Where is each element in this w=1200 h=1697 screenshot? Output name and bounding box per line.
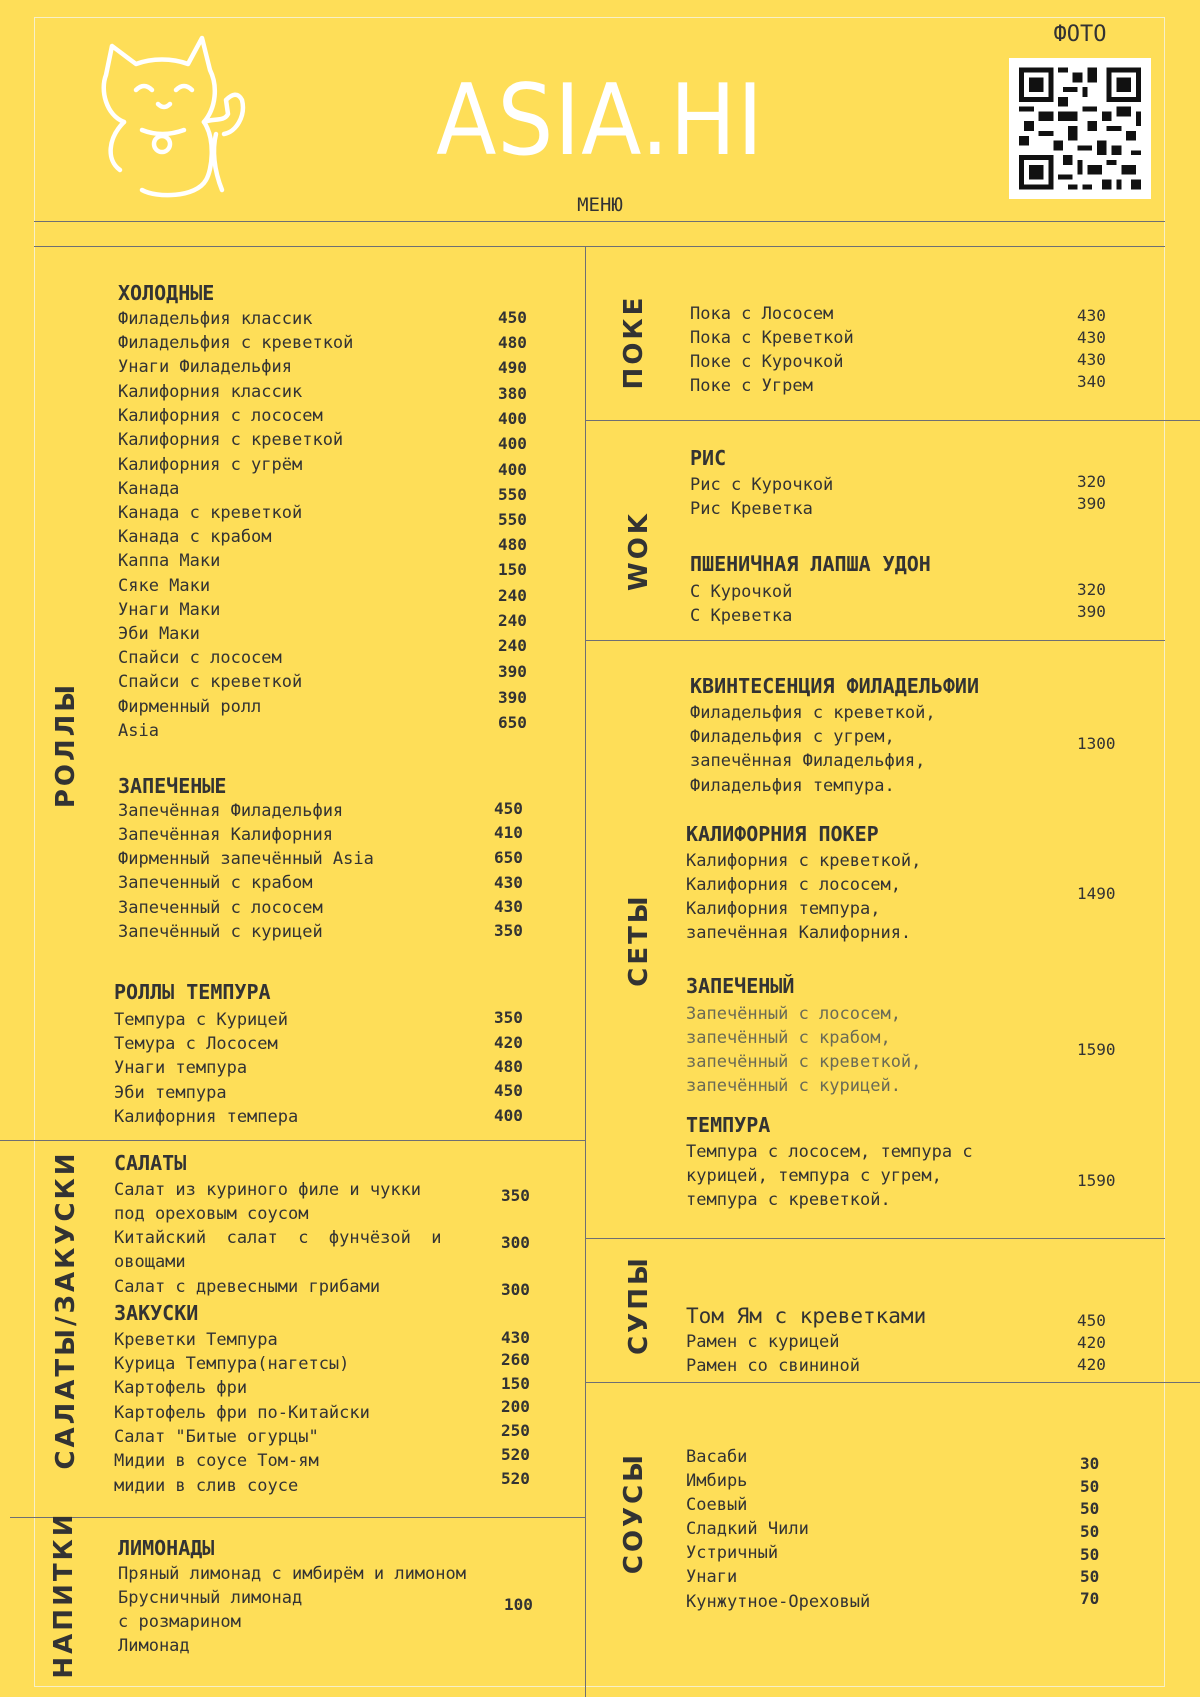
list-item: под ореховым соусом: [114, 1204, 309, 1224]
category-soups: СУПЫ: [624, 1255, 654, 1355]
list-item: Запеченный с крабом: [118, 873, 313, 893]
section-heading-rice: РИС: [690, 446, 727, 470]
list-item: Сладкий Чили: [686, 1519, 809, 1539]
set-title: КАЛИФОРНИЯ ПОКЕР: [686, 822, 879, 846]
item-price: 150: [498, 560, 527, 579]
list-item: Унаги Филадельфия: [118, 357, 292, 377]
set-line: Запечённый с лососем,: [686, 1004, 901, 1024]
section-heading-lemonades: ЛИМОНАДЫ: [118, 1536, 215, 1560]
category-sets: СЕТЫ: [624, 893, 654, 987]
item-price: 650: [494, 848, 523, 867]
list-item: Салат из куриного филе и чукки: [114, 1180, 422, 1200]
set-line: Калифорния темпура,: [686, 899, 881, 919]
header-divider: [34, 221, 1165, 222]
list-item: овощами: [114, 1252, 186, 1272]
item-price: 50: [1080, 1567, 1100, 1586]
item-price: 480: [498, 535, 527, 554]
item-price: 240: [498, 636, 527, 655]
list-item: Салат "Битые огурцы": [114, 1427, 319, 1447]
section-divider: [0, 1140, 586, 1141]
list-item: Сяке Маки: [118, 576, 211, 596]
item-price: 390: [498, 662, 527, 681]
list-item: Спайси с лососем: [118, 648, 282, 668]
list-item: Рамен со свининой: [686, 1356, 860, 1376]
set-line: Филадельфия с угрем,: [690, 727, 895, 747]
item-price: 430: [1077, 328, 1106, 347]
list-item: Унаги темпура: [114, 1058, 248, 1078]
brand-title: ASIA.HI: [436, 64, 764, 178]
section-heading-baked: ЗАПЕЧЕНЫЕ: [118, 774, 227, 798]
item-price: 340: [1077, 372, 1106, 391]
list-item: Филадельфия с креветкой: [118, 333, 354, 353]
photo-label: ФОТО: [1053, 22, 1107, 47]
item-price: 430: [501, 1328, 530, 1347]
category-wok: WOK: [624, 511, 654, 591]
set-title: ЗАПЕЧЕНЫЙ: [686, 974, 795, 998]
section-heading-udon: ПШЕНИЧНАЯ ЛАПША УДОН: [690, 552, 931, 576]
maneki-neko-cat-icon: [96, 30, 256, 205]
list-item: Каппа Маки: [118, 551, 221, 571]
item-price: 250: [501, 1421, 530, 1440]
set-title: КВИНТЕСЕНЦИЯ ФИЛАДЕЛЬФИИ: [690, 674, 979, 698]
section-heading-tempura-rolls: РОЛЛЫ ТЕМПУРА: [114, 980, 271, 1004]
list-item: Запечённая Калифорния: [118, 825, 333, 845]
set-line: Филадельфия темпура.: [690, 776, 895, 796]
item-price: 320: [1077, 472, 1106, 491]
item-price: 450: [494, 1081, 523, 1100]
list-item: Спайси с креветкой: [118, 672, 303, 692]
item-price: 30: [1080, 1454, 1100, 1473]
item-price: 390: [1077, 494, 1106, 513]
category-rolls: РОЛЛЫ: [51, 681, 81, 809]
set-line: темпура с креветкой.: [686, 1190, 891, 1210]
list-item: Васаби: [686, 1447, 748, 1467]
item-price: 480: [494, 1057, 523, 1076]
set-line: запечённый с креветкой,: [686, 1052, 922, 1072]
list-item: Имбирь: [686, 1471, 748, 1491]
set-price: 1590: [1077, 1171, 1116, 1190]
list-item: Креветки Темпура: [114, 1330, 278, 1350]
item-price: 520: [501, 1445, 530, 1464]
list-item: С Курочкой: [690, 582, 793, 602]
set-line: Калифорния с лососем,: [686, 875, 901, 895]
item-price: 240: [498, 586, 527, 605]
list-item: Пока с Креветкой: [690, 328, 854, 348]
item-price: 420: [494, 1033, 523, 1052]
item-price: 520: [501, 1469, 530, 1488]
item-price: 450: [494, 799, 523, 818]
item-price: 490: [498, 358, 527, 377]
item-price: 400: [494, 1106, 523, 1125]
section-heading-snacks: ЗАКУСКИ: [114, 1301, 199, 1325]
set-price: 1590: [1077, 1040, 1116, 1059]
section-divider: [586, 640, 1165, 641]
item-price: 50: [1080, 1522, 1100, 1541]
section-divider: [586, 1238, 1165, 1239]
set-line: Филадельфия с креветкой,: [690, 703, 936, 723]
item-price: 550: [498, 510, 527, 529]
category-sauces: СОУСЫ: [619, 1451, 649, 1575]
list-item: Брусничный лимонад: [118, 1588, 303, 1608]
item-price: 390: [1077, 602, 1106, 621]
list-item: Калифорния с лососем: [118, 406, 323, 426]
item-price: 70: [1080, 1589, 1100, 1608]
item-price: 300: [501, 1233, 530, 1252]
list-item: Эби темпура: [114, 1083, 227, 1103]
list-item: С Креветка: [690, 606, 793, 626]
list-item: Калифорния с угрём: [118, 455, 303, 475]
item-price: 550: [498, 485, 527, 504]
set-line: курицей, темпура с угрем,: [686, 1166, 942, 1186]
item-price: 200: [501, 1397, 530, 1416]
list-item: Картофель фри: [114, 1378, 248, 1398]
item-price: 650: [498, 713, 527, 732]
list-item: Филадельфия классик: [118, 309, 313, 329]
list-item: Кунжутное-Ореховый: [686, 1592, 871, 1612]
item-price: 480: [498, 333, 527, 352]
section-divider: [34, 246, 1165, 247]
list-item: Устричный: [686, 1543, 779, 1563]
list-item: Курица Темпура(нагетсы): [114, 1354, 350, 1374]
section-divider: [10, 1517, 586, 1518]
list-item: Калифорния классик: [118, 382, 303, 402]
list-item: Рис Креветка: [690, 499, 813, 519]
list-item: Картофель фри по-Китайски: [114, 1403, 370, 1423]
item-price: 350: [494, 921, 523, 940]
item-price: 420: [1077, 1333, 1106, 1352]
list-item: Фирменный ролл: [118, 697, 262, 717]
list-item: Китайский салат с фунчёзой и: [114, 1228, 442, 1248]
list-item: Салат с древесными грибами: [114, 1277, 381, 1297]
list-item: Пряный лимонад с имбирём и лимоном: [118, 1564, 466, 1584]
set-title: ТЕМПУРА: [686, 1113, 771, 1137]
section-heading-salads: САЛАТЫ: [114, 1151, 187, 1175]
item-price: 390: [498, 688, 527, 707]
set-price: 1300: [1077, 734, 1116, 753]
list-item: Канада: [118, 479, 180, 499]
list-item: Пока с Лососем: [690, 304, 834, 324]
list-item: Запечённый с курицей: [118, 922, 323, 942]
list-item: Соевый: [686, 1495, 748, 1515]
list-item: мидии в слив соусе: [114, 1476, 299, 1496]
item-price: 410: [494, 823, 523, 842]
item-price: 50: [1080, 1499, 1100, 1518]
set-line: запечённая Филадельфия,: [690, 751, 926, 771]
set-line: запечённый с курицей.: [686, 1076, 901, 1096]
item-price: 430: [494, 897, 523, 916]
item-price: 100: [504, 1595, 533, 1614]
list-item: Лимонад: [118, 1636, 190, 1656]
list-item: Унаги: [686, 1567, 738, 1587]
item-price: 300: [501, 1280, 530, 1299]
list-item: Темура с Лососем: [114, 1034, 278, 1054]
list-item: Рис с Курочкой: [690, 475, 834, 495]
set-line: запечённый с крабом,: [686, 1028, 891, 1048]
item-price: 400: [498, 434, 527, 453]
item-price: 350: [494, 1008, 523, 1027]
menu-subtitle: МЕНЮ: [577, 194, 623, 216]
item-price: 260: [501, 1350, 530, 1369]
list-item: Канада с крабом: [118, 527, 272, 547]
list-item: Том Ям с креветками: [686, 1304, 927, 1328]
item-price: 320: [1077, 580, 1106, 599]
item-price: 50: [1080, 1545, 1100, 1564]
item-price: 400: [498, 460, 527, 479]
section-divider: [586, 420, 1200, 421]
item-price: 240: [498, 611, 527, 630]
list-item: с розмарином: [118, 1612, 241, 1632]
list-item: Запеченный с лососем: [118, 898, 323, 918]
list-item: Запечённая Филадельфия: [118, 801, 344, 821]
section-divider: [586, 1382, 1200, 1383]
item-price: 400: [498, 409, 527, 428]
list-item: Эби Маки: [118, 624, 200, 644]
qr-code-icon[interactable]: [1009, 58, 1151, 199]
item-price: 430: [1077, 350, 1106, 369]
list-item: Рамен с курицей: [686, 1332, 840, 1352]
category-drinks: НАПИТКИ: [49, 1511, 79, 1679]
category-poke: ПОКЕ: [619, 294, 649, 390]
item-price: 430: [494, 873, 523, 892]
set-line: запечённая Калифорния.: [686, 923, 912, 943]
item-price: 450: [1077, 1311, 1106, 1330]
set-price: 1490: [1077, 884, 1116, 903]
section-heading-cold: ХОЛОДНЫЕ: [118, 281, 215, 305]
list-item: Поке с Курочкой: [690, 352, 844, 372]
item-price: 150: [501, 1374, 530, 1393]
set-line: Темпура с лососем, темпура с: [686, 1142, 973, 1162]
set-line: Калифорния с креветкой,: [686, 851, 922, 871]
item-price: 420: [1077, 1355, 1106, 1374]
column-divider: [585, 246, 586, 1697]
list-item: Канада с креветкой: [118, 503, 303, 523]
list-item: Мидии в соусе Том-ям: [114, 1451, 319, 1471]
item-price: 430: [1077, 306, 1106, 325]
list-item: Калифорния с креветкой: [118, 430, 344, 450]
list-item: Фирменный запечённый Asia: [118, 849, 374, 869]
list-item: Унаги Маки: [118, 600, 221, 620]
item-price: 350: [501, 1186, 530, 1205]
item-price: 450: [498, 308, 527, 327]
list-item: Поке с Угрем: [690, 376, 813, 396]
item-price: 50: [1080, 1477, 1100, 1496]
list-item: Темпура с Курицей: [114, 1010, 288, 1030]
category-salads-snacks: САЛАТЫ/ЗАКУСКИ: [51, 1150, 81, 1470]
list-item: Asia: [118, 721, 159, 741]
list-item: Калифорния темпера: [114, 1107, 299, 1127]
item-price: 380: [498, 384, 527, 403]
